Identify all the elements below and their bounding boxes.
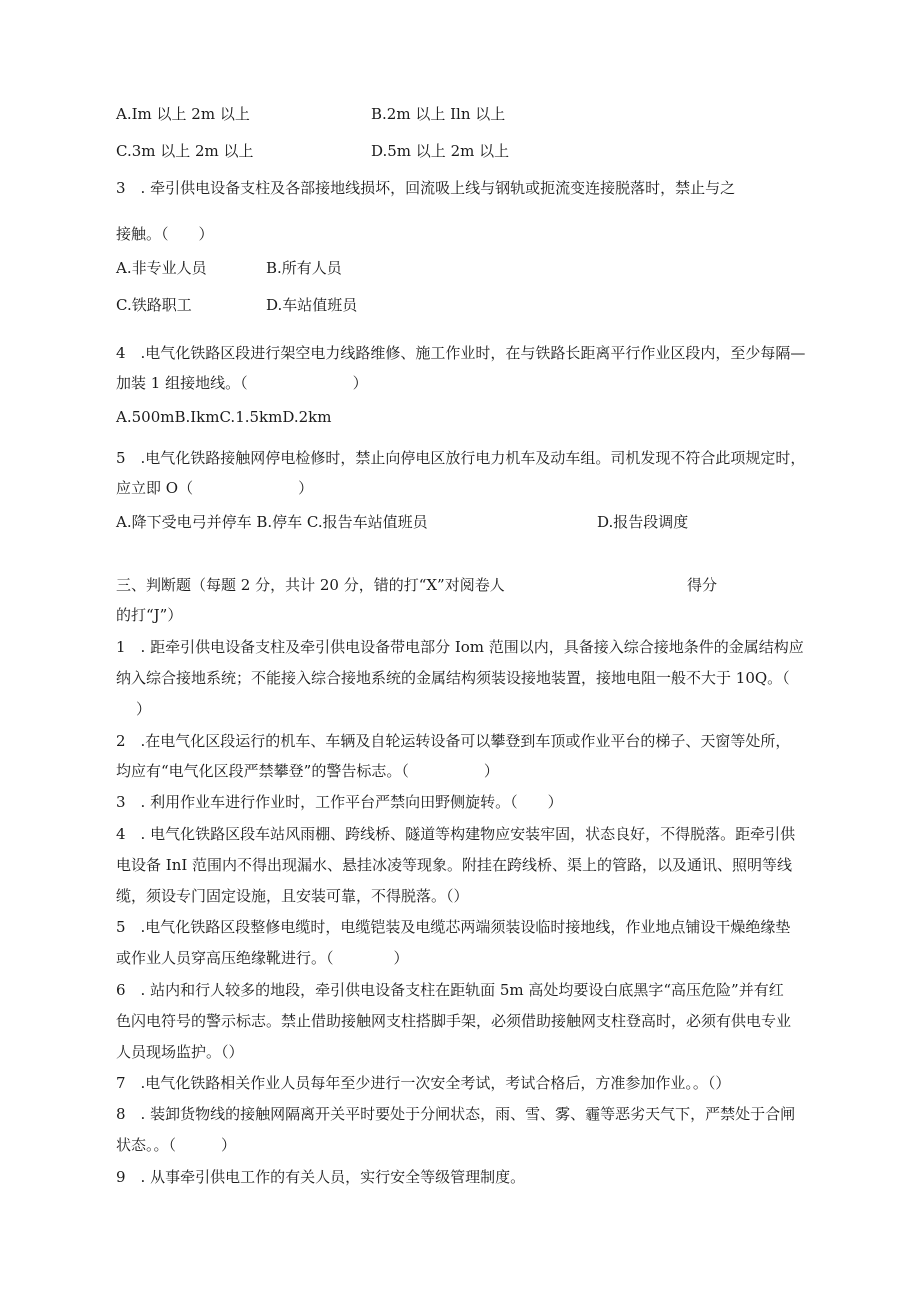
q4-text-line1: 4 .电气化铁路区段进行架空电力线路维修、施工作业时，在与铁路长距离平行作业区段内，至少每隔—: [116, 344, 806, 362]
judge-3-line1: 3 . 利用作业车进行作业时，工作平台严禁向田野侧旋转。（ ）: [116, 793, 563, 811]
judge-6-line3: 人员现场监护。（）: [116, 1043, 244, 1061]
q-prev-option-a: A.Im 以上 2m 以上: [116, 105, 250, 123]
q3-option-b: B.所有人员: [266, 259, 342, 277]
q3-option-a: A.非专业人员: [116, 259, 207, 277]
judge-2-line2: 均应有“电气化区段严禁攀登”的警告标志。（ ）: [116, 762, 499, 780]
q-prev-option-b: B.2m 以上 Iln 以上: [371, 105, 506, 123]
judge-6-line1: 6 . 站内和行人较多的地段，牵引供电设备支柱在距轨面 5m 高处均要设白底黑字“高压危险”并有红: [116, 981, 784, 999]
q3-text-line1: 3 . 牵引供电设备支柱及各部接地线损坏，回流吸上线与钢轨或扼流变连接脱落时，禁止与之: [116, 179, 736, 197]
judge-1-line3: ）: [136, 700, 152, 718]
judge-5-line1: 5 .电气化铁路区段整修电缆时，电缆铠装及电缆芯两端须装设临时接地线，作业地点铺设干燥绝缘垫: [116, 918, 791, 936]
judge-8-line2: 状态。。（ ）: [116, 1136, 237, 1154]
judge-2-line1: 2 .在电气化区段运行的机车、车辆及自轮运转设备可以攀登到车顶或作业平台的梯子、天窗等处所，: [116, 732, 791, 750]
section3-score-label: 得分: [687, 576, 718, 594]
judge-4-line1: 4 . 电气化铁路区段车站风雨棚、跨线桥、隧道等构建物应安装牢固，状态良好，不得脱落。距牵引供: [116, 825, 796, 843]
q4-text-line2: 加装 1 组接地线。（ ）: [116, 374, 368, 392]
judge-1-line1: 1 . 距牵引供电设备支柱及牵引供电设备带电部分 Iom 范围以内，具备接入综合接地条件的金属结构应: [116, 638, 804, 656]
q5-options-abc: A.降下受电弓并停车 B.停车 C.报告车站值班员: [116, 513, 428, 531]
judge-1-line2: 纳入综合接地系统；不能接入综合接地系统的金属结构须装设接地装置，接地电阻一般不大于 10Q。（: [116, 669, 790, 687]
judge-4-line3: 缆，须设专门固定设施，且安装可靠，不得脱落。（）: [116, 887, 469, 905]
q5-text-line2: 应立即 O（ ）: [116, 479, 314, 497]
section3-heading: 三、判断题（每题 2 分，共计 20 分，错的打“X”对阅卷人: [116, 576, 505, 594]
section3-heading-cont: 的打“J”）: [116, 606, 183, 624]
judge-6-line2: 色闪电符号的警示标志。禁止借助接触网支柱搭脚手架，必须借助接触网支柱登高时，必须有供电专业: [116, 1012, 792, 1030]
q-prev-option-d: D.5m 以上 2m 以上: [371, 142, 510, 160]
judge-7-line1: 7 .电气化铁路相关作业人员每年至少进行一次安全考试，考试合格后，方准参加作业。。（）: [116, 1074, 731, 1092]
q5-text-line1: 5 .电气化铁路接触网停电检修时，禁止向停电区放行电力机车及动车组。司机发现不符合此项规定时，: [116, 449, 806, 467]
q3-option-d: D.车站值班员: [266, 296, 358, 314]
q3-text-line2: 接触。（ ）: [116, 225, 214, 243]
judge-4-line2: 电设备 InI 范围内不得出现漏水、悬挂冰凌等现象。附挂在跨线桥、渠上的管路，以及通讯、照明等线: [116, 856, 793, 874]
judge-9-line1: 9 . 从事牵引供电工作的有关人员，实行安全等级管理制度。: [116, 1168, 526, 1186]
q5-option-d: D.报告段调度: [597, 513, 689, 531]
judge-8-line1: 8 . 装卸货物线的接触网隔离开关平时要处于分闸状态，雨、雪、雾、霾等恶劣天气下，严禁处于合闸: [116, 1105, 796, 1123]
q-prev-option-c: C.3m 以上 2m 以上: [116, 142, 254, 160]
q4-options: A.500mB.IkmC.1.5kmD.2km: [116, 408, 332, 426]
q3-option-c: C.铁路职工: [116, 296, 192, 314]
judge-5-line2: 或作业人员穿高压绝缘靴进行。（ ）: [116, 949, 409, 967]
